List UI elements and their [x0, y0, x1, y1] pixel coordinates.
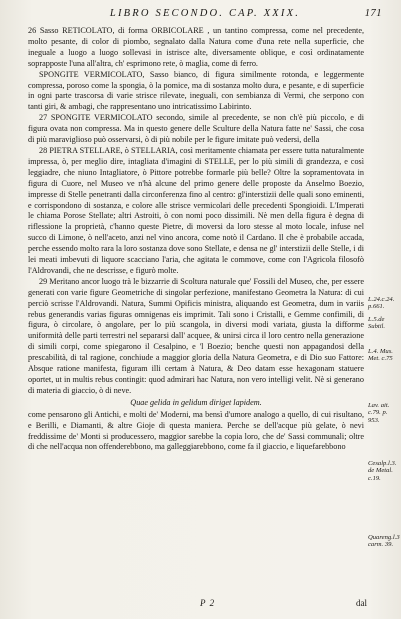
paragraph-spongite: SPONGITE VERMICOLATO, Sasso bianco, di figura similmente rotonda, e leggermente compressa, poroso come la spongia, ò la pomice, ma di sostanza molto dura, e pesante, e di superficie in ogni parte trascorsa di varie strisce rilevate, ineguali, con sembianza di Vermi, che serpono con tanti giri, & ambagi, che rappresentano uno intricatissimo Labirinto. [28, 69, 364, 112]
margin-note: L.5.de Subtil. [368, 316, 386, 331]
margin-note: L.4. Mus. Met. c.75 [368, 348, 393, 363]
margin-note: Cesalp.l.3. de Metal. c.19. [368, 460, 397, 482]
margin-note: Quareng.l.3 carm. 39. [368, 534, 400, 549]
signature-mark: P 2 [200, 598, 216, 608]
paragraph-26: 26 Sasso RETICOLATO, di forma ORBICOLARE , un tantino compressa, come nel precedente, molto pesante, di color di piombo, segnalato dalla Natura come d'una rete nella superficie, che ineguale a luogo a luogo sollevasi in istrisce alte, diversamente oblique, e così ordinatamente soprapposte l'una all'altra, ch' esprimono rete, ò maglia, come di ferro. [28, 26, 364, 68]
verse-quotation: Quae gelida in gelidum diriget lapidem. [130, 397, 262, 407]
page-number: 171 [364, 8, 382, 19]
paragraph-29: 29 Meritano ancor luogo trà le bizzarrie di Scoltura naturale que' Fossili del Museo, che, per essere generati con varie figure Geometriche di singolar perfezione, manifestano Geometra la Natura: di cui perciò scrisse l'Aldrovandi. Natura, Summi Opificis ministra, aliquando est Geometra, dum in variis rebus generandis varias figuras omnigenas eis imprimit. Tali sono i Cristalli, e Gemme confimili, di figura, ò circolare, ò angolare, per lo più scangola, in diversi modi variata, giusta la difforme uniformità delle parti terrestri nel separarsi dall' acquee, & unirsi circa il loro centro nella generazione di simili corpi, come spiegarono il Cesalpino, e 'l Boezio; benche questi non appagandosi della prescabilità, di tal ragione, conchiude a maggior gloria della Natura Geometra, e di Dio suo Fattore: Absque ratione manifesta, figuram illi certam à Natura, & Deo datam esse hexagonam statuere oportet, ut in multis rebus contingit: quod admirari hac Natura, non vero intelligi velit. Nè si generano di materia di giaccio, ò di neve. [28, 276, 364, 395]
catchword: dal [356, 598, 367, 608]
body-text [28, 26, 364, 453]
paragraph-27: 27 SPONGITE VERMICOLATO secondo, simile al precedente, se non ch'è più piccolo, e di figura ovata non compressa. Ma in questo genere delle Sculture della Natura fatte ne' Sassi, che cosa di più maraviglioso può osservarsi, ò di più nobile per le figure imitate può vedersi, della [28, 113, 364, 145]
paragraph-28: 28 PIETRA STELLARE, ò STELLARIA, così meritamente chiamata per essere tutta naturalmente impressa, ò, per meglio dire, intagliata d'imagini di STELLE, per lo più simili di grandezza, e così leggiadre, che niuno Intagliatore, ò Pittore potrebbe formarle più belle? Oltre la sopramentovata in figura di Cuore, nel Museo ve n'hà alcune del primo genere delle proposte da Anselmo Boezio, impresse di Stelle penetranti dalla circonferenza fino al centro: gl'interstizii delle quali sono eminenti, e corrispondono di sostanza, e colore alle strisce vermicolari delle precedenti Spongioidi. L'Imperati le chiama Porose Stellate; altri Astroiti, ò con nomi poco dissimili. Nè men della figura è degna di riflessione la proprietà, c'hanno queste Pietre, di moversi da loro stesse al moto locale, infuse nel succo di Limone, ò nell'aceto, anzi nel vino ancora, come notò il Cardano. Il che è probabile accada, perche essendo molto rara la loro sostanza dove sono Stellate, e densa ne gl' interstizii delle Stelle, i di lei meati imbevuti di liquore scacciano l'aria, che agitata le commove, come con l'Agricola filosofò l'Aldrovandi, che ne descrisse, e figurò molte. [28, 145, 364, 275]
page-footer [0, 598, 401, 612]
paragraph-continuation: come pensarono gli Antichi, e molti de' Moderni, ma bensì d'umore analogo a quello, di cui risultano, e Berilli, e Diamanti, & altre Gioje di questa maniera. Perche se dell'acque più gelate, ò nevi freddissime de' Monti si producessero, maggior sarebbe la copia loro, che de' Sassi communali; oltre di che nell'acqua non offenderebbono, ma galleggiarebbono, come fa il giaccio, e liquefarebbono [28, 409, 364, 452]
running-title: LIBRO SECONDO. CAP. XXIX. [109, 8, 301, 19]
margin-note: L.24.c.24. p.661. [368, 296, 395, 311]
margin-note: Lav. ait. c.79. p. 953. [368, 402, 390, 424]
running-header [40, 8, 382, 24]
